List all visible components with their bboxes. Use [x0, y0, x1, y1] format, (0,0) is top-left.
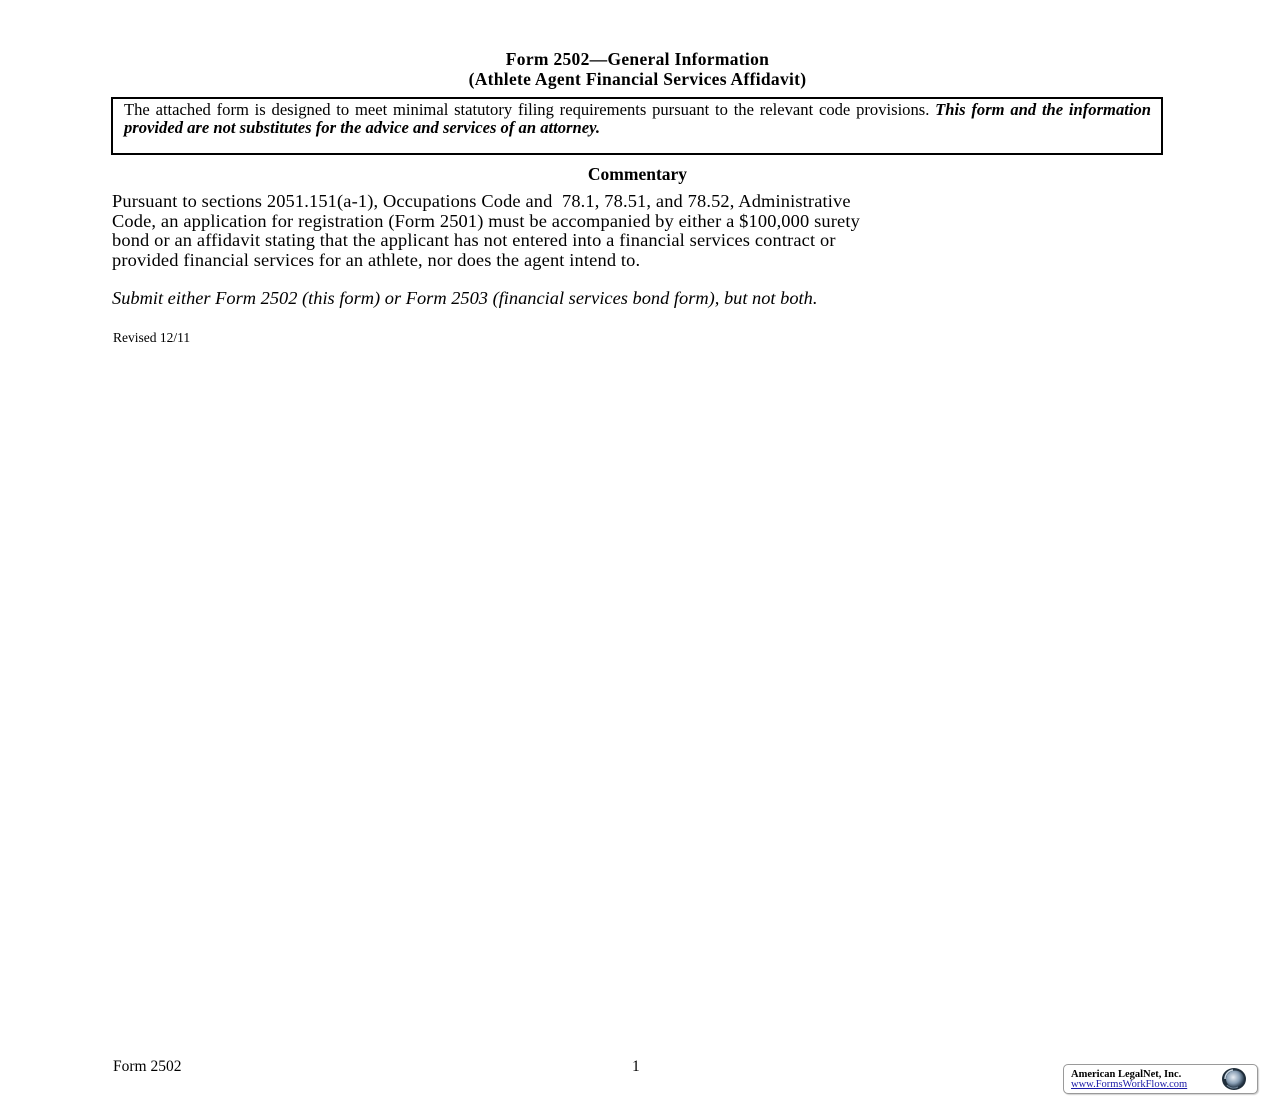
disclaimer-box	[111, 97, 1163, 155]
disclaimer-text	[124, 101, 1151, 136]
commentary-line: provided financial services for an athlete, nor does the agent intend to.	[112, 249, 641, 270]
footer-form-label: Form 2502	[113, 1058, 182, 1075]
disclaimer-emphasis-text: This form and the information provided are not substitutes for the advice and services of an attorney.	[124, 100, 1151, 137]
commentary-paragraph	[112, 192, 1122, 270]
brand-website-link[interactable]: www.FormsWorkFlow.com	[1071, 1079, 1188, 1090]
brand-company-name: American LegalNet, Inc.	[1071, 1069, 1182, 1080]
commentary-heading: Commentary	[587, 164, 688, 184]
commentary-line: bond or an affidavit stating that the applicant has not entered into a financial services contract or	[112, 230, 836, 250]
form-title: Form 2502—General Information	[505, 49, 770, 69]
revision-date: Revised 12/11	[113, 330, 191, 345]
submission-instruction: Submit either Form 2502 (this form) or Form 2503 (financial services bond form), but not both.	[112, 288, 818, 308]
disclaimer-plain-text: The attached form is designed to meet minimal statutory filing requirements pursuant to the relevant code provisions.	[124, 100, 936, 119]
page-number: 1	[632, 1058, 640, 1075]
globe-logo-icon	[1221, 1067, 1247, 1091]
commentary-line: Code, an application for registration (Form 2501) must be accompanied by either a $100,000 surety	[112, 210, 860, 231]
commentary-line: Pursuant to sections 2051.151(a-1), Occupations Code and 78.1, 78.51, and 78.52, Administrative	[112, 191, 851, 211]
branding-badge[interactable]	[1063, 1064, 1258, 1094]
form-subtitle: (Athlete Agent Financial Services Affidavit)	[468, 69, 807, 89]
